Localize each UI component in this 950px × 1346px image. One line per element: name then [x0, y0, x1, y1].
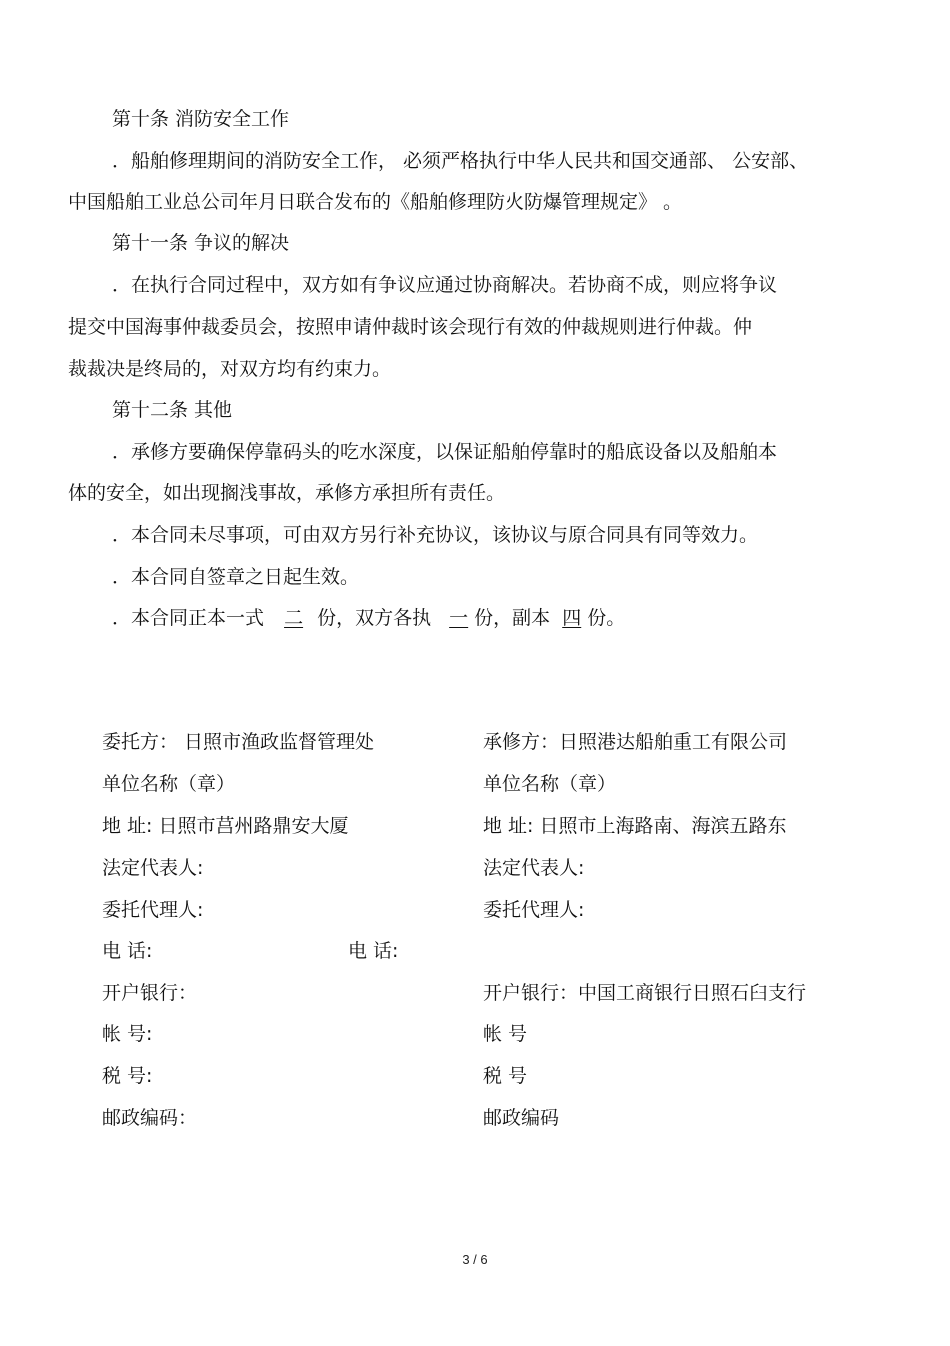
copies-mid-2: 份，副本	[474, 607, 551, 629]
article-11-heading: 第十一条 争议的解决	[112, 232, 290, 254]
left-legal-rep: 法定代表人:	[102, 857, 204, 879]
article-10-text-line-1: ．船舶修理期间的消防安全工作， 必须严格执行中华人民共和国交通部、 公安部、	[112, 150, 809, 172]
article-10-text-line-2: 中国船舶工业总公司年月日联合发布的《船舶修理防火防爆管理规定》 。	[68, 191, 683, 213]
right-tax-id: 税 号	[483, 1065, 528, 1087]
right-agent: 委托代理人:	[483, 899, 585, 921]
left-agent: 委托代理人:	[102, 899, 204, 921]
copies-clause	[112, 606, 625, 630]
right-phone: 电 话:	[348, 940, 399, 962]
right-bank: 开户银行：中国工商银行日照石臼支行	[483, 982, 807, 1004]
article-12-item-2: ．本合同未尽事项，可由双方另行补充协议，该协议与原合同具有同等效力。	[112, 524, 759, 546]
copies-suffix: 份。	[587, 607, 626, 629]
left-tax-id: 税 号:	[102, 1065, 153, 1087]
right-postcode: 邮政编码	[483, 1107, 560, 1129]
article-12-item-1-line-2: 体的安全，如出现搁浅事故，承修方承担所有责任。	[68, 482, 506, 504]
copies-prefix: ．本合同正本一式	[112, 607, 265, 629]
article-12-item-3: ．本合同自签章之日起生效。	[112, 566, 360, 588]
left-commissioner: 委托方： 日照市渔政监督管理处	[102, 731, 375, 753]
left-account: 帐 号:	[102, 1023, 153, 1045]
article-10-heading: 第十条 消防安全工作	[112, 108, 290, 130]
left-postcode: 邮政编码：	[102, 1107, 198, 1129]
right-account: 帐 号	[483, 1023, 528, 1045]
article-11-text-line-3: 裁裁决是终局的，对双方均有约束力。	[68, 358, 392, 380]
copies-duplicates-count: 四	[562, 607, 582, 629]
page-number: 3 / 6	[462, 1252, 488, 1267]
right-legal-rep: 法定代表人:	[483, 857, 585, 879]
article-11-text-line-1: ．在执行合同过程中，双方如有争议应通过协商解决。若协商不成，则应将争议	[112, 274, 778, 296]
article-11-text-line-2: 提交中国海事仲裁委员会，按照申请仲裁时该会现行有效的仲裁规则进行仲裁。仲	[68, 316, 753, 338]
left-bank: 开户银行：	[102, 982, 198, 1004]
left-unit-name: 单位名称（章）	[102, 773, 236, 795]
right-contractor: 承修方：日照港达船舶重工有限公司	[483, 731, 788, 753]
article-12-item-1-line-1: ．承修方要确保停靠码头的吃水深度，以保证船舶停靠时的船底设备以及船舶本	[112, 441, 778, 463]
left-phone: 电 话:	[102, 940, 153, 962]
copies-mid-1: 份，双方各执	[317, 607, 432, 629]
right-address: 地 址: 日照市上海路南、海滨五路东	[483, 815, 787, 837]
right-unit-name: 单位名称（章）	[483, 773, 617, 795]
article-12-heading: 第十二条 其他	[112, 399, 233, 421]
left-address: 地 址: 日照市莒州路鼎安大厦	[102, 815, 349, 837]
copies-each-count: 一	[449, 607, 469, 629]
copies-originals-count: 二	[284, 607, 304, 629]
